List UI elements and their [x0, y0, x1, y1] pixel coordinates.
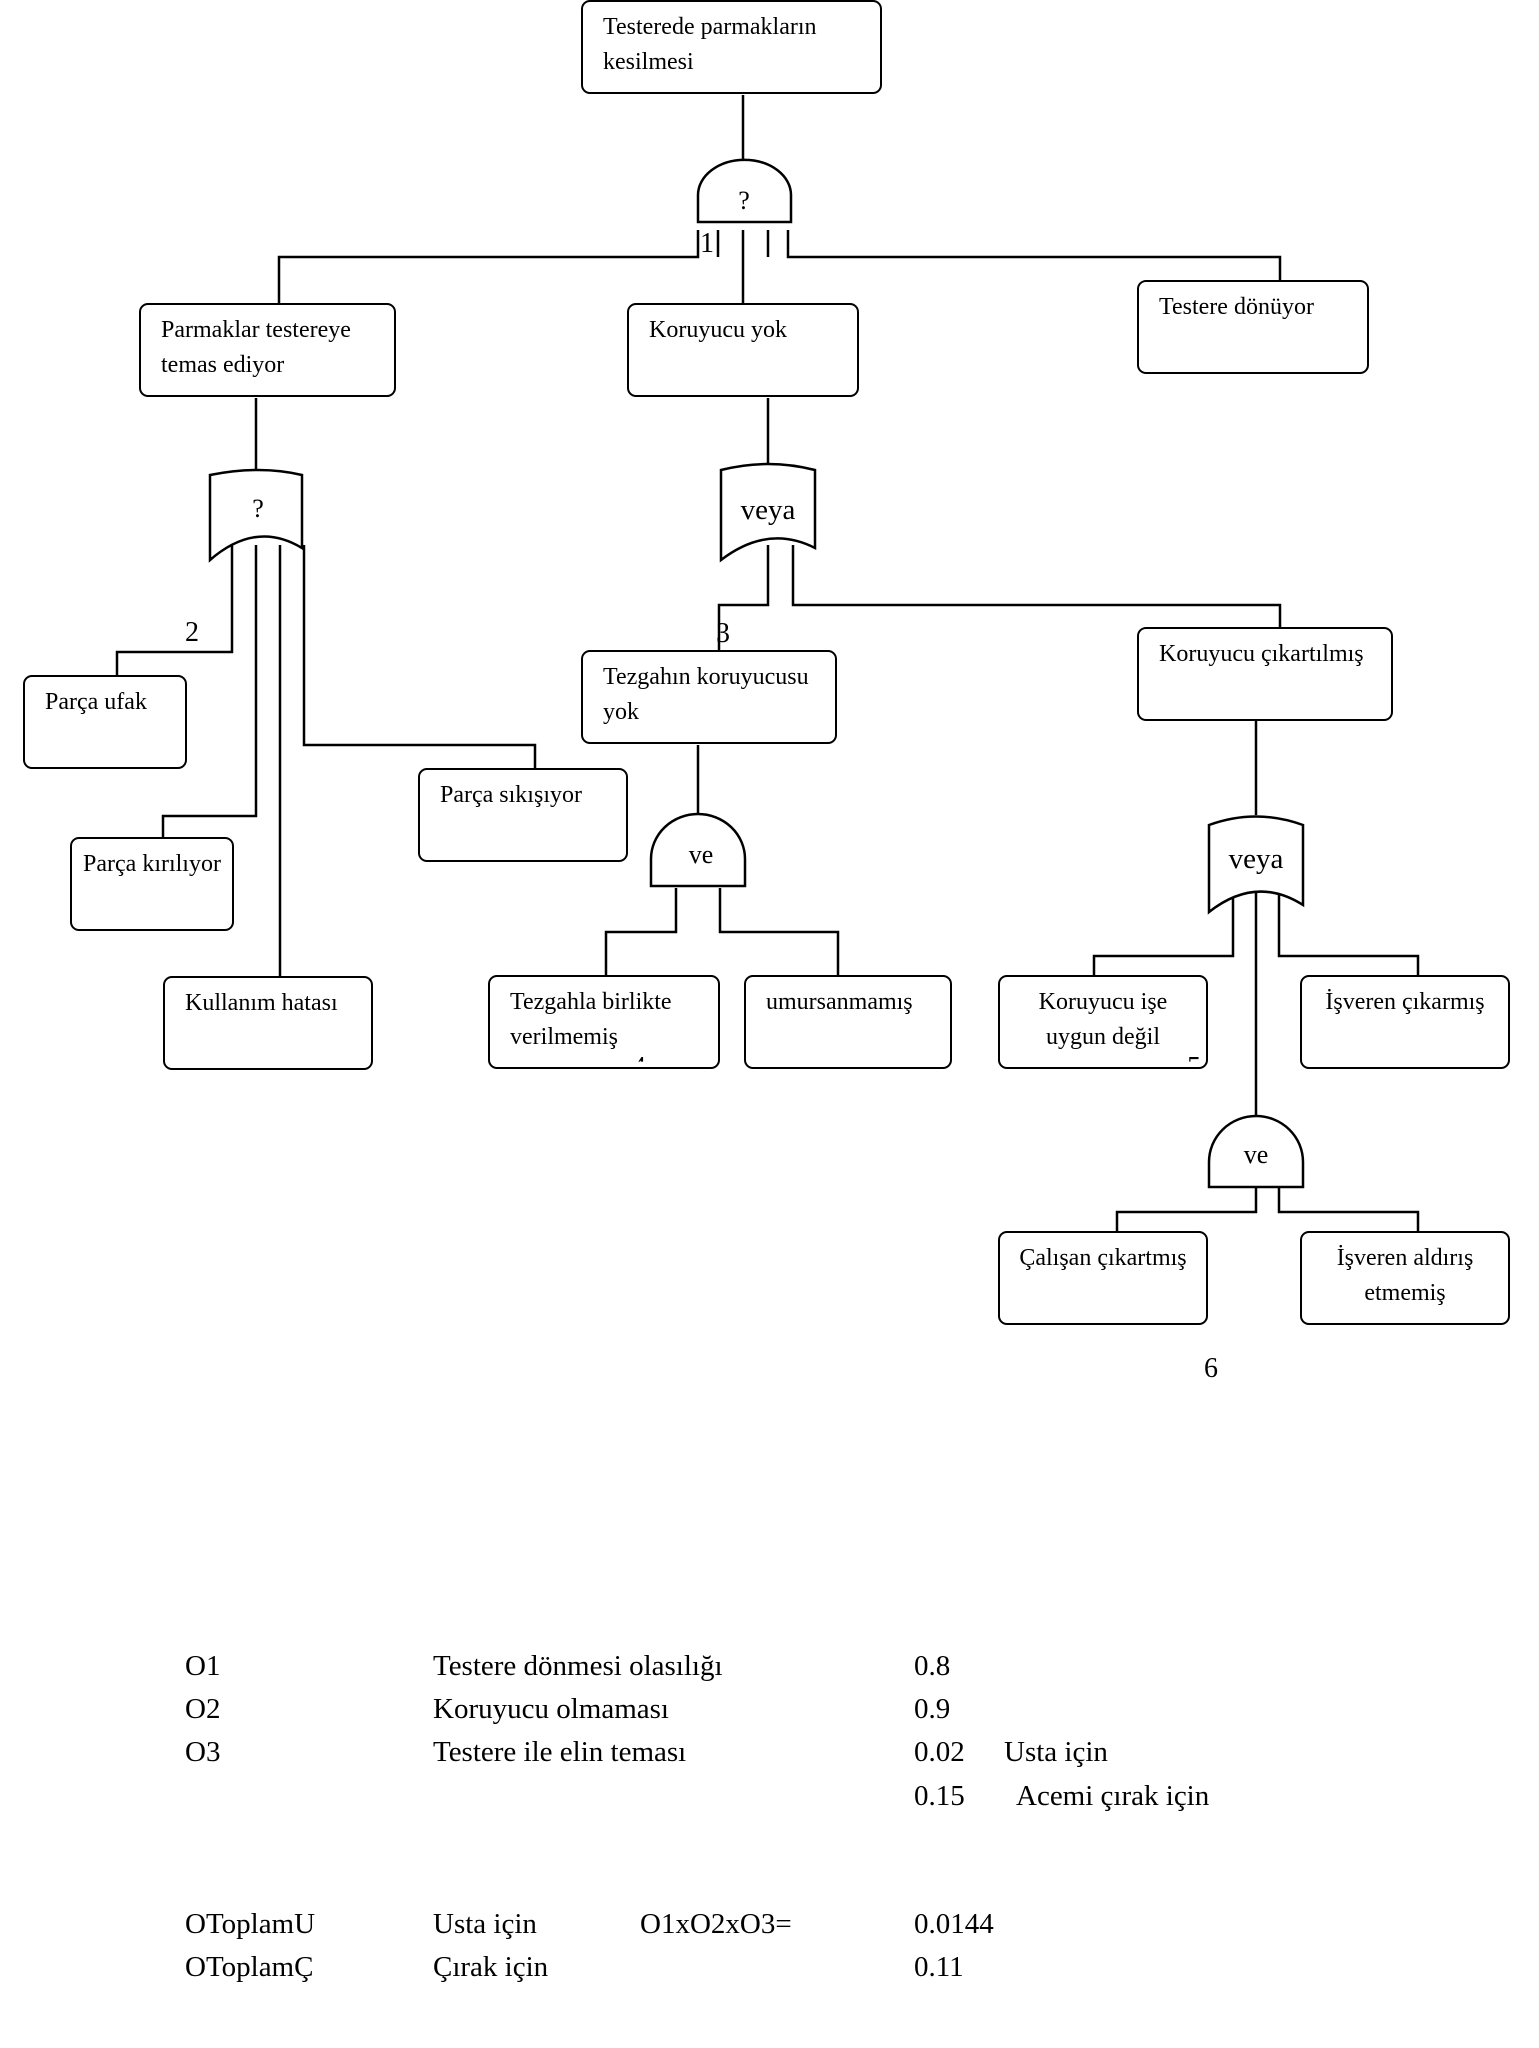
- gate-bench-label: ve: [688, 840, 714, 869]
- row-value: 0.9: [914, 1693, 951, 1725]
- gate-contact-label: ?: [252, 494, 264, 523]
- event-guard-removed: Koruyucu çıkartılmış: [1137, 627, 1393, 721]
- row-id: O1: [185, 1650, 221, 1682]
- event-part-jams: Parça sıkışıyor: [418, 768, 628, 862]
- event-employer-removed: İşveren çıkarmış: [1300, 975, 1510, 1069]
- total-value: 0.0144: [914, 1908, 994, 1940]
- event-employer-ignored: İşveren aldırış etmemiş: [1300, 1231, 1510, 1325]
- number-1: 1: [700, 228, 714, 259]
- row-desc: Testere dönmesi olasılığı: [433, 1650, 723, 1682]
- row-desc: Testere ile elin teması: [433, 1736, 687, 1768]
- gate-worker-label: ve: [1243, 1140, 1269, 1169]
- number-3: 3: [716, 618, 730, 649]
- row-id: O3: [185, 1736, 221, 1768]
- total-id: OToplamÇ: [185, 1951, 314, 1983]
- event-top: Testerede parmakların kesilmesi: [581, 0, 882, 94]
- total-formula: O1xO2xO3=: [640, 1908, 792, 1940]
- row-value: 0.02: [914, 1736, 965, 1768]
- gate-noguard-label: veya: [740, 494, 796, 526]
- event-not-supplied: Tezgahla birlikte verilmemiş: [488, 975, 720, 1069]
- row-note: Acemi çırak için: [1016, 1780, 1210, 1812]
- row-value: 0.8: [914, 1650, 951, 1682]
- total-desc: Usta için: [433, 1908, 537, 1940]
- event-saw-running: Testere dönüyor: [1137, 280, 1369, 374]
- event-small-part: Parça ufak: [23, 675, 187, 769]
- event-usage-error: Kullanım hatası: [163, 976, 373, 1070]
- gate-top-label: ?: [738, 186, 750, 215]
- event-part-breaks: Parça kırılıyor: [70, 837, 234, 931]
- event-finger-contact: Parmaklar testereye temas ediyor: [139, 303, 396, 397]
- total-desc: Çırak için: [433, 1951, 549, 1983]
- row-value: 0.15: [914, 1780, 965, 1812]
- total-value: 0.11: [914, 1951, 964, 1983]
- row-note: Usta için: [1004, 1736, 1108, 1768]
- event-worker-removed: Çalışan çıkartmış: [998, 1231, 1208, 1325]
- row-id: O2: [185, 1693, 221, 1725]
- number-2: 2: [185, 617, 199, 648]
- total-id: OToplamU: [185, 1908, 316, 1940]
- event-guard-unsuitable: Koruyucu işe uygun değil: [998, 975, 1208, 1069]
- event-bench-no-guard: Tezgahın koruyucusu yok: [581, 650, 837, 744]
- gate-removed-label: veya: [1228, 843, 1284, 875]
- row-desc: Koruyucu olmaması: [433, 1693, 669, 1725]
- number-6: 6: [1204, 1353, 1218, 1384]
- event-neglected: umursanmamış: [744, 975, 952, 1069]
- event-no-guard: Koruyucu yok: [627, 303, 859, 397]
